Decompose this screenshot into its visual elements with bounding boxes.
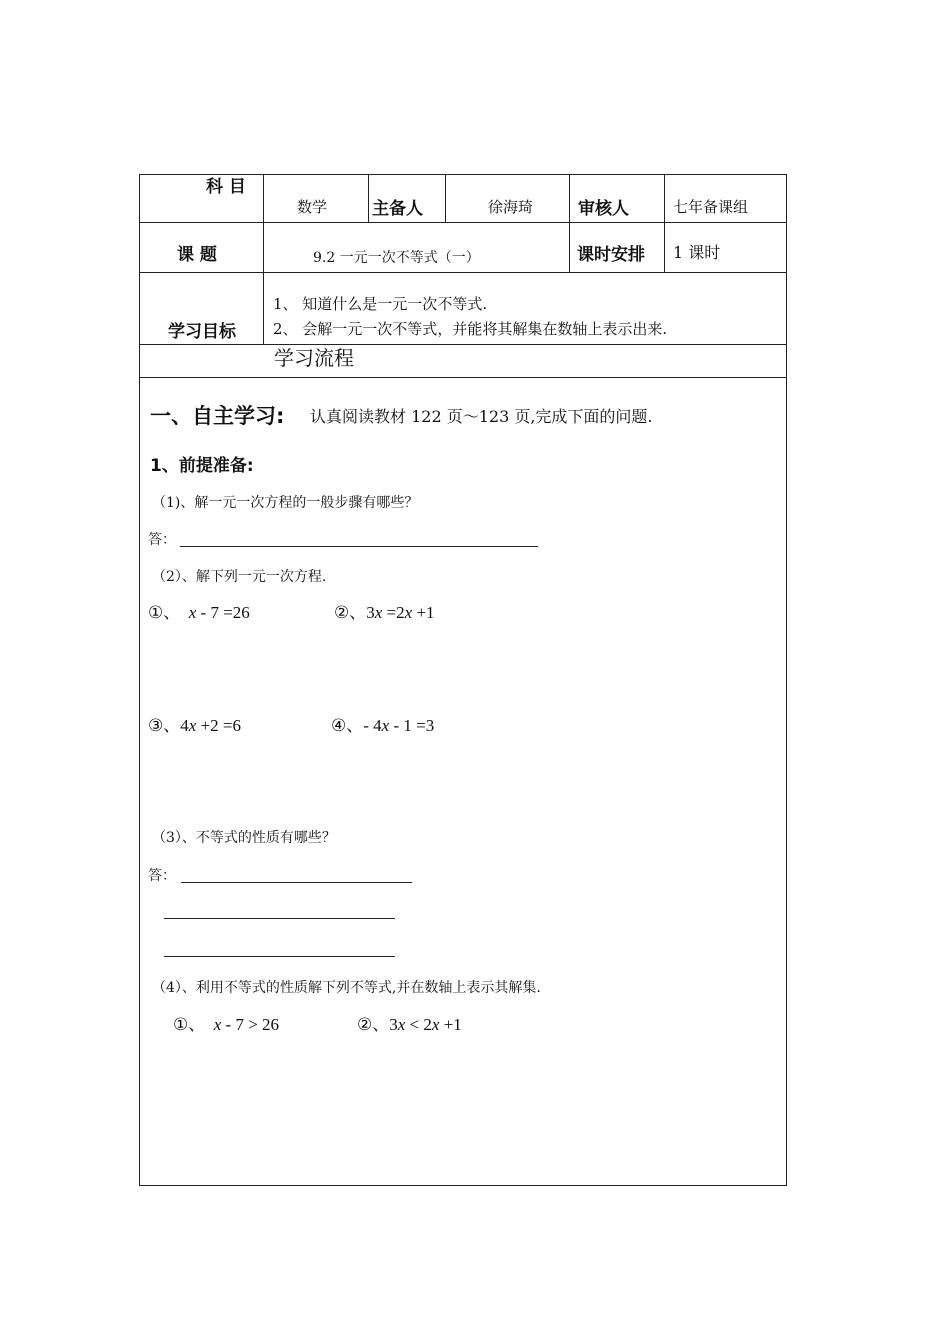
question-1: （1)、解一元一次方程的一般步骤有哪些？: [152, 495, 419, 511]
topic-label: 课 题: [177, 245, 217, 265]
question-2: （2）、解下列一元一次方程.: [152, 569, 327, 585]
subject-label: 科 目: [206, 177, 246, 197]
goals-label: 学习目标: [168, 322, 236, 342]
preparer-value: 徐海琦: [488, 198, 534, 216]
reviewer-value: 七年备课组: [673, 198, 749, 216]
flow-label: 学习流程: [274, 346, 354, 370]
section-title: 一、自主学习:: [150, 404, 285, 428]
subject-value: 数学: [297, 198, 328, 216]
answer-line[interactable]: [164, 918, 395, 919]
inequality-2: ②、3x < 2x +1: [357, 1015, 462, 1034]
equation-1: ①、 x - 7 =26: [148, 603, 250, 622]
column-divider: [664, 175, 665, 272]
inequality-1: ①、 x - 7 > 26: [173, 1015, 280, 1034]
row-divider: [140, 344, 786, 345]
equation-3: ③、4x +2 =6: [148, 716, 241, 735]
column-divider: [569, 175, 570, 272]
answer-label: 答：: [148, 868, 176, 884]
reviewer-label: 审核人: [578, 199, 629, 219]
row-divider: [140, 272, 786, 273]
schedule-value: 1 课时: [673, 243, 721, 262]
row-divider: [140, 377, 786, 378]
column-divider: [263, 175, 264, 344]
subsection-title: 1、前提准备:: [150, 456, 254, 476]
section-intro: 认真阅读教材 122 页～123 页,完成下面的问题.: [310, 407, 653, 426]
row-divider: [140, 222, 786, 223]
goal-item: 1、 知道什么是一元一次不等式.: [273, 295, 488, 313]
preparer-label: 主备人: [372, 199, 423, 219]
answer-label: 答：: [148, 532, 176, 548]
question-4: （4）、利用不等式的性质解下列不等式,并在数轴上表示其解集.: [152, 980, 541, 996]
answer-line[interactable]: [181, 882, 412, 883]
equation-4: ④、- 4x - 1 =3: [331, 716, 435, 735]
equation-2: ②、3x =2x +1: [334, 603, 435, 622]
answer-line[interactable]: [164, 956, 395, 957]
column-divider: [368, 175, 369, 222]
question-3: （3）、不等式的性质有哪些？: [152, 830, 336, 846]
answer-line[interactable]: [180, 546, 538, 547]
column-divider: [445, 175, 446, 222]
topic-value: 9.2 一元一次不等式（一）: [313, 250, 480, 266]
schedule-label: 课时安排: [577, 245, 645, 265]
goal-item: 2、 会解一元一次不等式，并能将其解集在数轴上表示出来.: [273, 320, 668, 338]
